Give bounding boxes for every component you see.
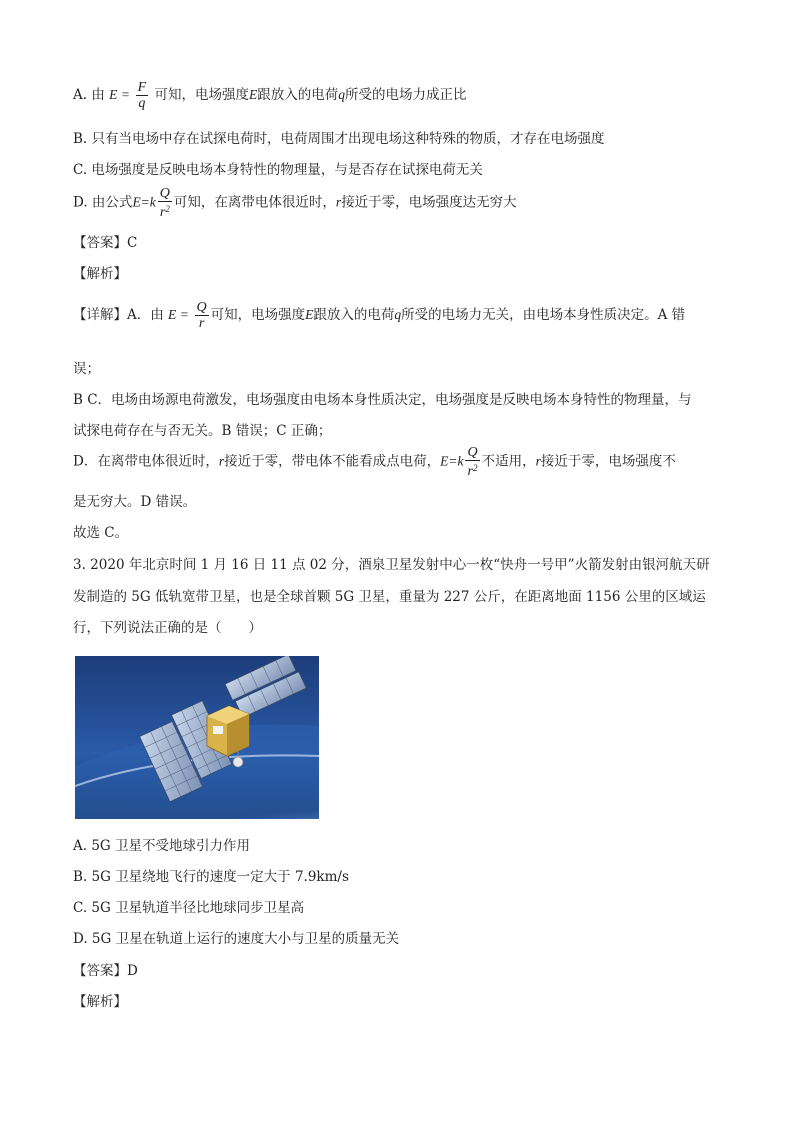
option-label: A. 由 — [73, 87, 105, 103]
var-r: r — [159, 205, 166, 220]
var-e: E — [109, 87, 118, 102]
text: D. 由公式 — [73, 194, 133, 211]
q2-detail-line-5 — [73, 445, 676, 479]
var-e: E — [168, 307, 177, 322]
q3-option-d: D. 5G 卫星在轨道上运行的速度大小与卫星的质量无关 — [73, 931, 400, 947]
q3-option-b: B. 5G 卫星绕地飞行的速度一定大于 7.9km/s — [73, 869, 349, 885]
q2-analysis-heading: 【解析】 — [73, 266, 127, 282]
var-r: r — [467, 464, 473, 479]
fraction-q-over-r2 — [465, 445, 479, 479]
var-r: r — [218, 453, 225, 469]
text: 【详解】A．由 — [73, 307, 164, 323]
text: 跟放入的电荷 — [313, 307, 395, 323]
text: 所受的电场力成正比 — [344, 87, 467, 103]
q3-stem-line-2: 发制造的 5G 低轨宽带卫星，也是全球首颗 5G 卫星，重量为 227 公斤，在距离地面 1156 公里的区域运 — [73, 589, 706, 605]
q2-detail-line-4: 试探电荷存在与否无关。B 错误；C 正确； — [73, 423, 332, 439]
text: D．在离带电体很近时， — [73, 453, 219, 470]
equals-sign: = — [121, 87, 130, 102]
text: 接近于零，电场强度不 — [540, 453, 676, 470]
numerator: Q — [196, 300, 207, 315]
equals-sign: = — [180, 307, 189, 322]
text: 跟放入的电荷 — [257, 87, 339, 103]
q3-option-c: C. 5G 卫星轨道半径比地球同步卫星高 — [73, 900, 305, 916]
denominator — [158, 202, 172, 220]
numerator: F — [137, 80, 147, 95]
q3-stem-line-1: 3. 2020 年北京时间 1 月 16 日 11 点 02 分，酒泉卫星发射中心一枚“快舟一号甲”火箭发射由银河航天研 — [73, 557, 710, 573]
numerator: Q — [467, 445, 478, 460]
formula: E=k — [440, 453, 464, 469]
denominator — [466, 461, 480, 479]
q2-conclusion: 故选 C。 — [73, 525, 129, 541]
q3-stem-line-3: 行，下列说法正确的是（ ） — [73, 620, 262, 636]
numerator: Q — [159, 186, 170, 201]
fraction-f-over-q — [195, 300, 209, 331]
exponent: 2 — [165, 204, 170, 214]
text: 接近于零，带电体不能看成点电荷， — [224, 453, 441, 470]
satellite-illustration — [75, 656, 319, 819]
fraction-q-over-r2 — [158, 186, 172, 220]
text: 可知，电场强度 — [210, 307, 306, 323]
q2-answer: 【答案】C — [73, 235, 138, 251]
text: 所受的电场力无关，由电场本身性质决定。A 错 — [401, 307, 686, 323]
q2-detail-line-2: 误； — [73, 361, 100, 377]
denominator: r — [198, 316, 205, 331]
var-r: r — [535, 453, 541, 469]
satellite-image — [75, 656, 319, 819]
text: 接近于零，电场强度达无穷大 — [341, 194, 517, 211]
exponent: 2 — [472, 463, 478, 473]
q2-option-c: C. 电场强度是反映电场本身特性的物理量，与是否存在试探电荷无关 — [73, 162, 483, 178]
q2-detail-line-6: 是无穷大。D 错误。 — [73, 494, 197, 510]
var-q: q — [394, 307, 402, 322]
var-e: E — [305, 307, 314, 322]
q3-analysis-heading: 【解析】 — [73, 994, 127, 1010]
q2-option-d — [73, 186, 517, 220]
var-r: r — [335, 194, 342, 210]
q2-option-b: B. 只有当电场中存在试探电荷时，电荷周围才出现电场这种特殊的物质，才存在电场强度 — [73, 131, 605, 147]
var-e: E — [248, 87, 258, 102]
fraction-f-over-q — [136, 80, 149, 111]
q2-option-a — [73, 80, 466, 111]
text: 不适用， — [481, 453, 536, 470]
formula: E=k — [132, 194, 156, 210]
q3-option-a: A. 5G 卫星不受地球引力作用 — [73, 838, 250, 854]
text: 可知，在离带电体很近时， — [173, 194, 336, 211]
q3-answer: 【答案】D — [73, 963, 138, 979]
denominator: q — [138, 96, 146, 111]
var-q: q — [338, 87, 345, 102]
text: 可知，电场强度 — [154, 87, 249, 103]
q2-detail-line-3: B C．电场由场源电荷激发，电场强度由电场本身性质决定，电场强度是反映电场本身特性的物理量，与 — [73, 392, 692, 408]
q2-detail-line-1 — [73, 300, 685, 331]
